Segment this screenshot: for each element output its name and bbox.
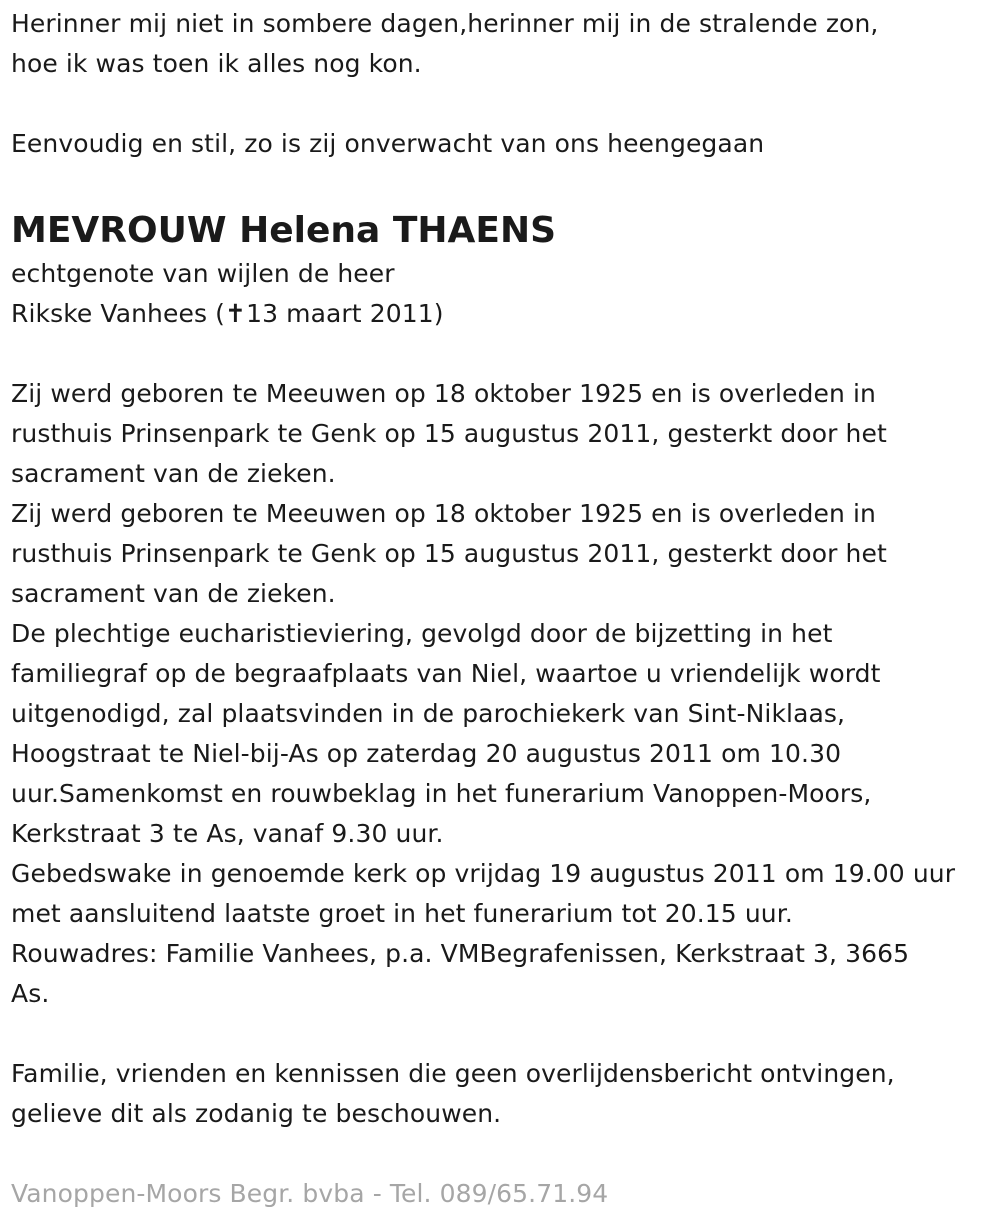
body-line: uur.Samenkomst en rouwbeklag in het funerarium Vanoppen-Moors,: [11, 779, 872, 808]
body-line: uitgenodigd, zal plaatsvinden in de parochiekerk van Sint-Niklaas,: [11, 699, 846, 728]
spacer: [11, 1134, 1000, 1174]
spouse-death-date: 13 maart 2011): [246, 299, 444, 328]
body-line: met aansluitend laatste groet in het funerarium tot 20.15 uur.: [11, 899, 793, 928]
body-line: rusthuis Prinsenpark te Genk op 15 augustus 2011, gesterkt door het: [11, 539, 887, 568]
deceased-name: MEVROUW Helena THAENS: [11, 210, 557, 251]
body-line: Kerkstraat 3 te As, vanaf 9.30 uur.: [11, 819, 444, 848]
poem-line-1: Herinner mij niet in sombere dagen,herinner mij in de stralende zon,: [11, 9, 879, 38]
body-line: Gebedswake in genoemde kerk op vrijdag 19 augustus 2011 om 19.00 uur: [11, 859, 956, 888]
body-line: sacrament van de zieken.: [11, 459, 336, 488]
body-line: Hoogstraat te Niel-bij-As op zaterdag 20 augustus 2011 om 10.30: [11, 739, 842, 768]
closing-line-1: Familie, vrienden en kennissen die geen overlijdensbericht ontvingen,: [11, 1059, 895, 1088]
spacer: [11, 1014, 1000, 1054]
spacer: [11, 84, 1000, 124]
body-line: familiegraf op de begraafplaats van Niel, waartoe u vriendelijk wordt: [11, 659, 881, 688]
body-line: De plechtige eucharistieviering, gevolgd door de bijzetting in het: [11, 619, 833, 648]
cross-icon: ✝: [225, 299, 247, 328]
funeral-home-footer: Vanoppen-Moors Begr. bvba - Tel. 089/65.71.94: [11, 1179, 609, 1208]
body-line: Rouwadres: Familie Vanhees, p.a. VMBegrafenissen, Kerkstraat 3, 3665: [11, 939, 910, 968]
spacer: [11, 164, 1000, 204]
spacer: [11, 334, 1000, 374]
poem-line-2: hoe ik was toen ik alles nog kon.: [11, 49, 422, 78]
body-line: Zij werd geboren te Meeuwen op 18 oktober 1925 en is overleden in: [11, 499, 876, 528]
body-line: rusthuis Prinsenpark te Genk op 15 augustus 2011, gesterkt door het: [11, 419, 887, 448]
spouse-name: Rikske Vanhees (: [11, 299, 225, 328]
body-line: As.: [11, 979, 50, 1008]
body-line: sacrament van de zieken.: [11, 579, 336, 608]
body-line: Zij werd geboren te Meeuwen op 18 oktober 1925 en is overleden in: [11, 379, 876, 408]
spouse-line: echtgenote van wijlen de heer: [11, 259, 395, 288]
intro-text: Eenvoudig en stil, zo is zij onverwacht van ons heengegaan: [11, 129, 765, 158]
spouse-name-line: [11, 294, 1000, 334]
closing-line-2: gelieve dit als zodanig te beschouwen.: [11, 1099, 502, 1128]
